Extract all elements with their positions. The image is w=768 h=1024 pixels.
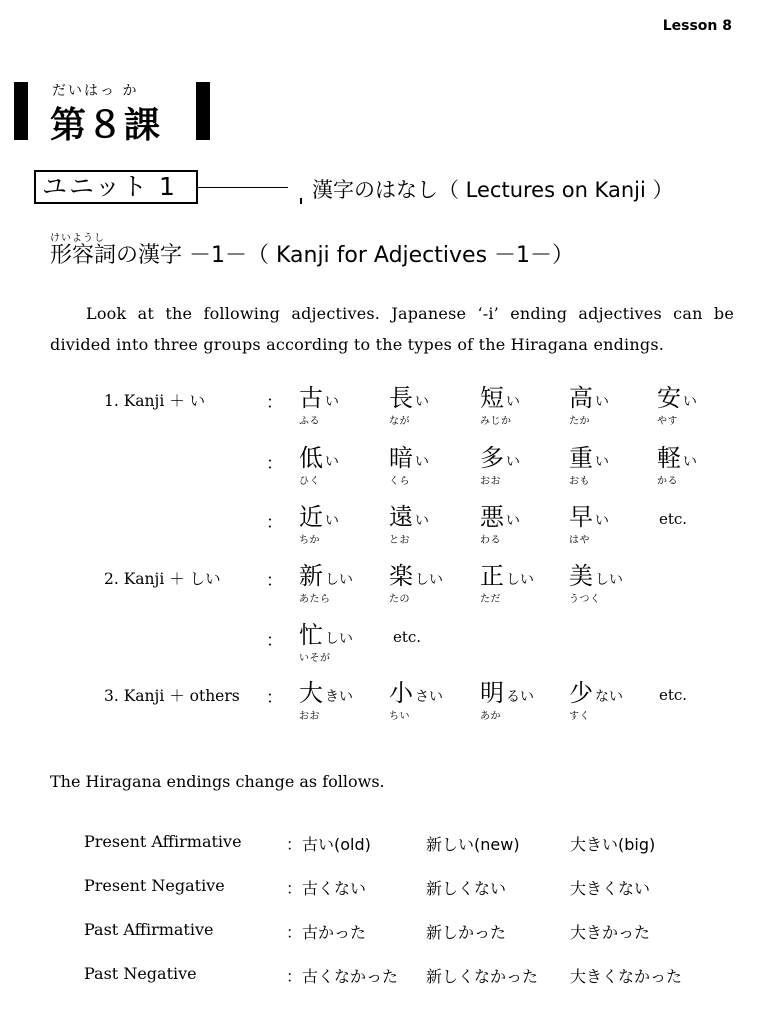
etc-label: etc. <box>659 686 688 704</box>
group-3-label: 3. Kanji ＋ others <box>104 687 240 705</box>
adjective-word: 新 あたら しい <box>299 562 353 605</box>
group-2-label: 2. Kanji ＋ しい <box>104 570 221 588</box>
adjective-word: 近 ちか い <box>299 503 339 546</box>
conj-label-present-negative: Present Negative <box>84 876 225 895</box>
conj-cell: 新しい(new) <box>426 835 520 854</box>
conj-cell: 新しくない <box>426 879 507 898</box>
conj-cell: 大きくない <box>570 879 651 898</box>
adjective-word: 多 おお い <box>480 444 520 487</box>
conj-cell: ：古かった <box>286 923 367 942</box>
lesson-label: Lesson 8 <box>662 18 732 34</box>
conj-cell: 新しかった <box>426 923 507 942</box>
adjective-word: 短 みじか い <box>480 384 520 427</box>
chapter-bar-right <box>196 82 210 140</box>
endings-intro: The Hiragana endings change as follows. <box>50 772 385 791</box>
section-ruby: けいようし <box>50 233 105 244</box>
adjective-word: 高 たか い <box>569 384 609 427</box>
adjective-word: 遠 とお い <box>389 503 429 546</box>
unit-box: ユニット 1 <box>34 170 198 204</box>
adjective-word: 少 すく ない <box>569 679 623 722</box>
chapter-bar-left <box>14 82 28 140</box>
adjective-word: 長 なが い <box>389 384 429 427</box>
adjective-word: 重 おも い <box>569 444 609 487</box>
adjective-word: 悪 わる い <box>480 503 520 546</box>
adjective-word: 安 やす い <box>657 384 697 427</box>
conj-cell: 新しくなかった <box>426 967 539 986</box>
adjective-word: 小 ちい さい <box>389 679 443 722</box>
adjective-word: 暗 くら い <box>389 444 429 487</box>
adjective-word: 古 ふる い <box>299 384 339 427</box>
section-title: 形容詞の漢字 －1－（ Kanji for Adjectives －1－） <box>50 243 575 268</box>
conj-cell: 大きかった <box>570 923 651 942</box>
conj-label-past-affirmative: Past Affirmative <box>84 920 214 939</box>
etc-label: etc. <box>659 510 688 528</box>
adjective-word: 美 うつく しい <box>569 562 623 605</box>
adjective-word: 大 おお きい <box>299 679 353 722</box>
conj-cell: 大きくなかった <box>570 967 683 986</box>
row-colon: ： <box>266 688 283 708</box>
group-1-label: 1. Kanji ＋ い <box>104 392 206 410</box>
conj-label-present-affirmative: Present Affirmative <box>84 832 242 851</box>
row-colon: ： <box>266 631 283 651</box>
conj-cell: ：古い(old) <box>286 835 371 854</box>
adjective-word: 低 ひく い <box>299 444 339 487</box>
conj-cell: 大きい(big) <box>570 835 656 854</box>
unit-connector-line <box>198 187 288 188</box>
etc-label: etc. <box>393 628 422 646</box>
row-colon: ： <box>266 454 283 474</box>
conj-cell: ：古くない <box>286 879 367 898</box>
unit-connector-tick <box>300 198 302 204</box>
row-colon: ： <box>266 571 283 591</box>
chapter-ruby: だいはっ か <box>52 83 139 99</box>
conj-label-past-negative: Past Negative <box>84 964 197 983</box>
adjective-word: 明 あか るい <box>480 679 534 722</box>
adjective-word: 正 ただ しい <box>480 562 534 605</box>
conj-cell: ：古くなかった <box>286 967 399 986</box>
row-colon: ： <box>266 513 283 533</box>
adjective-word: 早 はや い <box>569 503 609 546</box>
chapter-title: 第８課 <box>50 105 162 146</box>
adjective-word: 軽 かる い <box>657 444 697 487</box>
adjective-word: 忙 いそが しい <box>299 621 353 664</box>
adjective-word: 楽 たの しい <box>389 562 443 605</box>
row-colon: ： <box>266 393 283 413</box>
intro-paragraph: Look at the following adjectives. Japanese ‘-i’ ending adjectives can be divided into three groups according to the types of the Hiragana endings. <box>50 304 734 354</box>
lecture-title: 漢字のはなし（ Lectures on Kanji ） <box>312 178 674 202</box>
